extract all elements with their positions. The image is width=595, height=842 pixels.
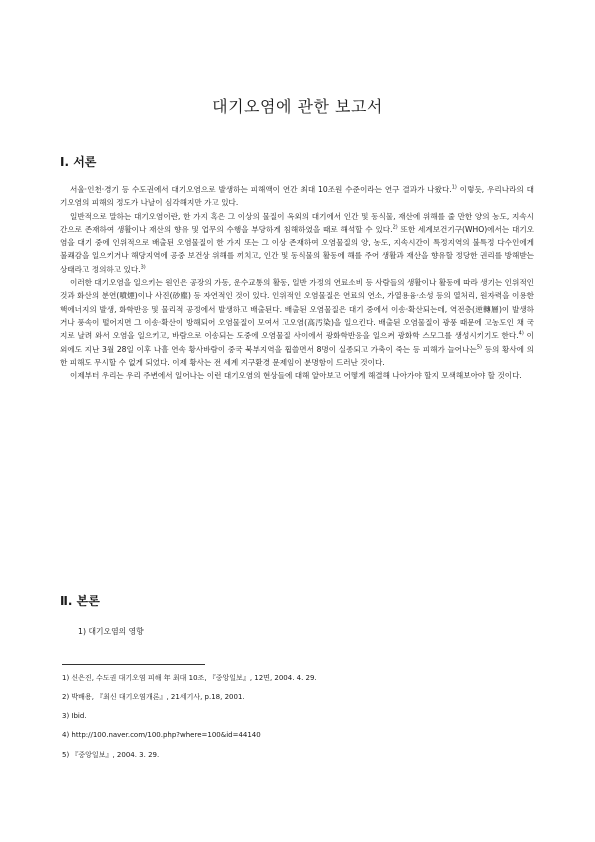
footnotes [62, 673, 317, 769]
intro-body [60, 183, 534, 382]
document-title: 대기오염에 관한 보고서 [212, 97, 383, 116]
footnote-item: 1) 신은진, 수도권 대기오염 피해 年 최대 10조, 『중앙일보』, 12면, 2004. 4. 29. [62, 674, 317, 682]
footnote-ref: 5) [476, 344, 482, 351]
intro-paragraph: 이러한 대기오염을 일으키는 원인은 공장의 가동, 운수교통의 활동, 일반 가정의 연료소비 등 사람들의 생활이나 활동에 따라 생기는 인위적인 것과 화산의 분연(噴煙)이나 사진(砂塵) 등 자연적인 것이 있다. 인위적인 오염물질은 연료의 연소, 가열용융·소성 등의 열처리, 원자력을 이용한 핵에너지의 발생, 화학반응 및 물리적 공정에서 발생하고 배출된다. 배출된 오염물질은 대기 중에서 이송·확산되는데, 역전층(逆轉層)이 발생하거나 풍속이 떨어지면 그 이송·확산이 방해되어 오염물질이 모여서 고오염(高汚染)을 일으킨다. 배출된 오염물질이 광풍 때문에 고농도인 채 국지로 날려 와서 오염을 일으키고, 바람으로 이송되는 도중에 오염물질 사이에서 광화학반응을 일으켜 광화학 스모그를 생성시키기도 한다.$^{4)}$ 이 외에도 지난 3월 28일 이후 나흘 연속 황사바람이 중국 북부지역을 휩쓸면서 8명이 실종되고 가축이 죽는 등 피해가 늘어나는$^{5)}$ 등의 황사에 의한 피해도 무시할 수 없게 되었다. 이제 황사는 전 세계 지구환경 문제임이 분명함이 드러난 것이다. [60, 278, 535, 367]
intro-paragraph: 일반적으로 말하는 대기오염이란, 한 가지 혹은 그 이상의 물질이 옥외의 대기에서 인간 및 동식물, 재산에 위해를 줄 만한 양의 농도, 지속시간으로 존재하여 생활이나 재산의 향유 및 업무의 수행을 부당하게 침해하였을 때로 해석할 수 있다.$^{2)}$ 또한 세계보건기구(WHO)에서는 대기오염을 대기 중에 인위적으로 배출된 오염물질이 한 가지 또는 그 이상 존재하여 오염물질의 양, 농도, 지속시간이 특정지역의 불특정 다수인에게 불쾌감을 일으키거나 해당지역에 공중 보건상 위해를 끼치고, 인간 및 동식물의 활동에 해를 주어 생활과 재산을 향유할 정당한 권리를 방해받는 상태라고 정의하고 있다.$^{3)}$ [60, 211, 534, 274]
footnote-ref: 1) [451, 184, 457, 191]
section-heading-intro: Ⅰ. 서론 [60, 155, 97, 169]
footnote-link[interactable]: 4) http://100.naver.com/100.php?where=100&id=44140 [62, 730, 261, 739]
footnote-item: 5) 『중앙일보』, 2004. 3. 29. [62, 751, 160, 760]
subheading: 1) 대기오염의 영향 [78, 627, 144, 636]
intro-paragraph: 이제부터 우리는 우리 주변에서 일어나는 이런 대기오염의 현상들에 대해 알아보고 어떻게 해결해 나아가야 할지 모색해보아야 할 것이다. [70, 371, 522, 381]
intro-paragraph: 서울·인천·경기 등 수도권에서 대기오염으로 발생하는 피해액이 연간 최대 10조원 수준이라는 연구 결과가 나왔다.$^{1)}$ 이렇듯, 우리나라의 대기오염의 피해의 정도가 나날이 심각해지만 가고 있다. [60, 184, 534, 208]
section-heading-body: Ⅱ. 본론 [60, 594, 100, 608]
footnote-item: 2) 박배용, 『최신 대기오염개론』, 21세기사, p.18, 2001. [62, 693, 245, 702]
footnote-item: 3) Ibid. [62, 711, 87, 720]
footnote-ref: 2) [392, 224, 398, 231]
footnote-divider [62, 664, 205, 665]
footnote-ref: 3) [140, 264, 146, 271]
footnote-ref: 4) [518, 330, 524, 337]
